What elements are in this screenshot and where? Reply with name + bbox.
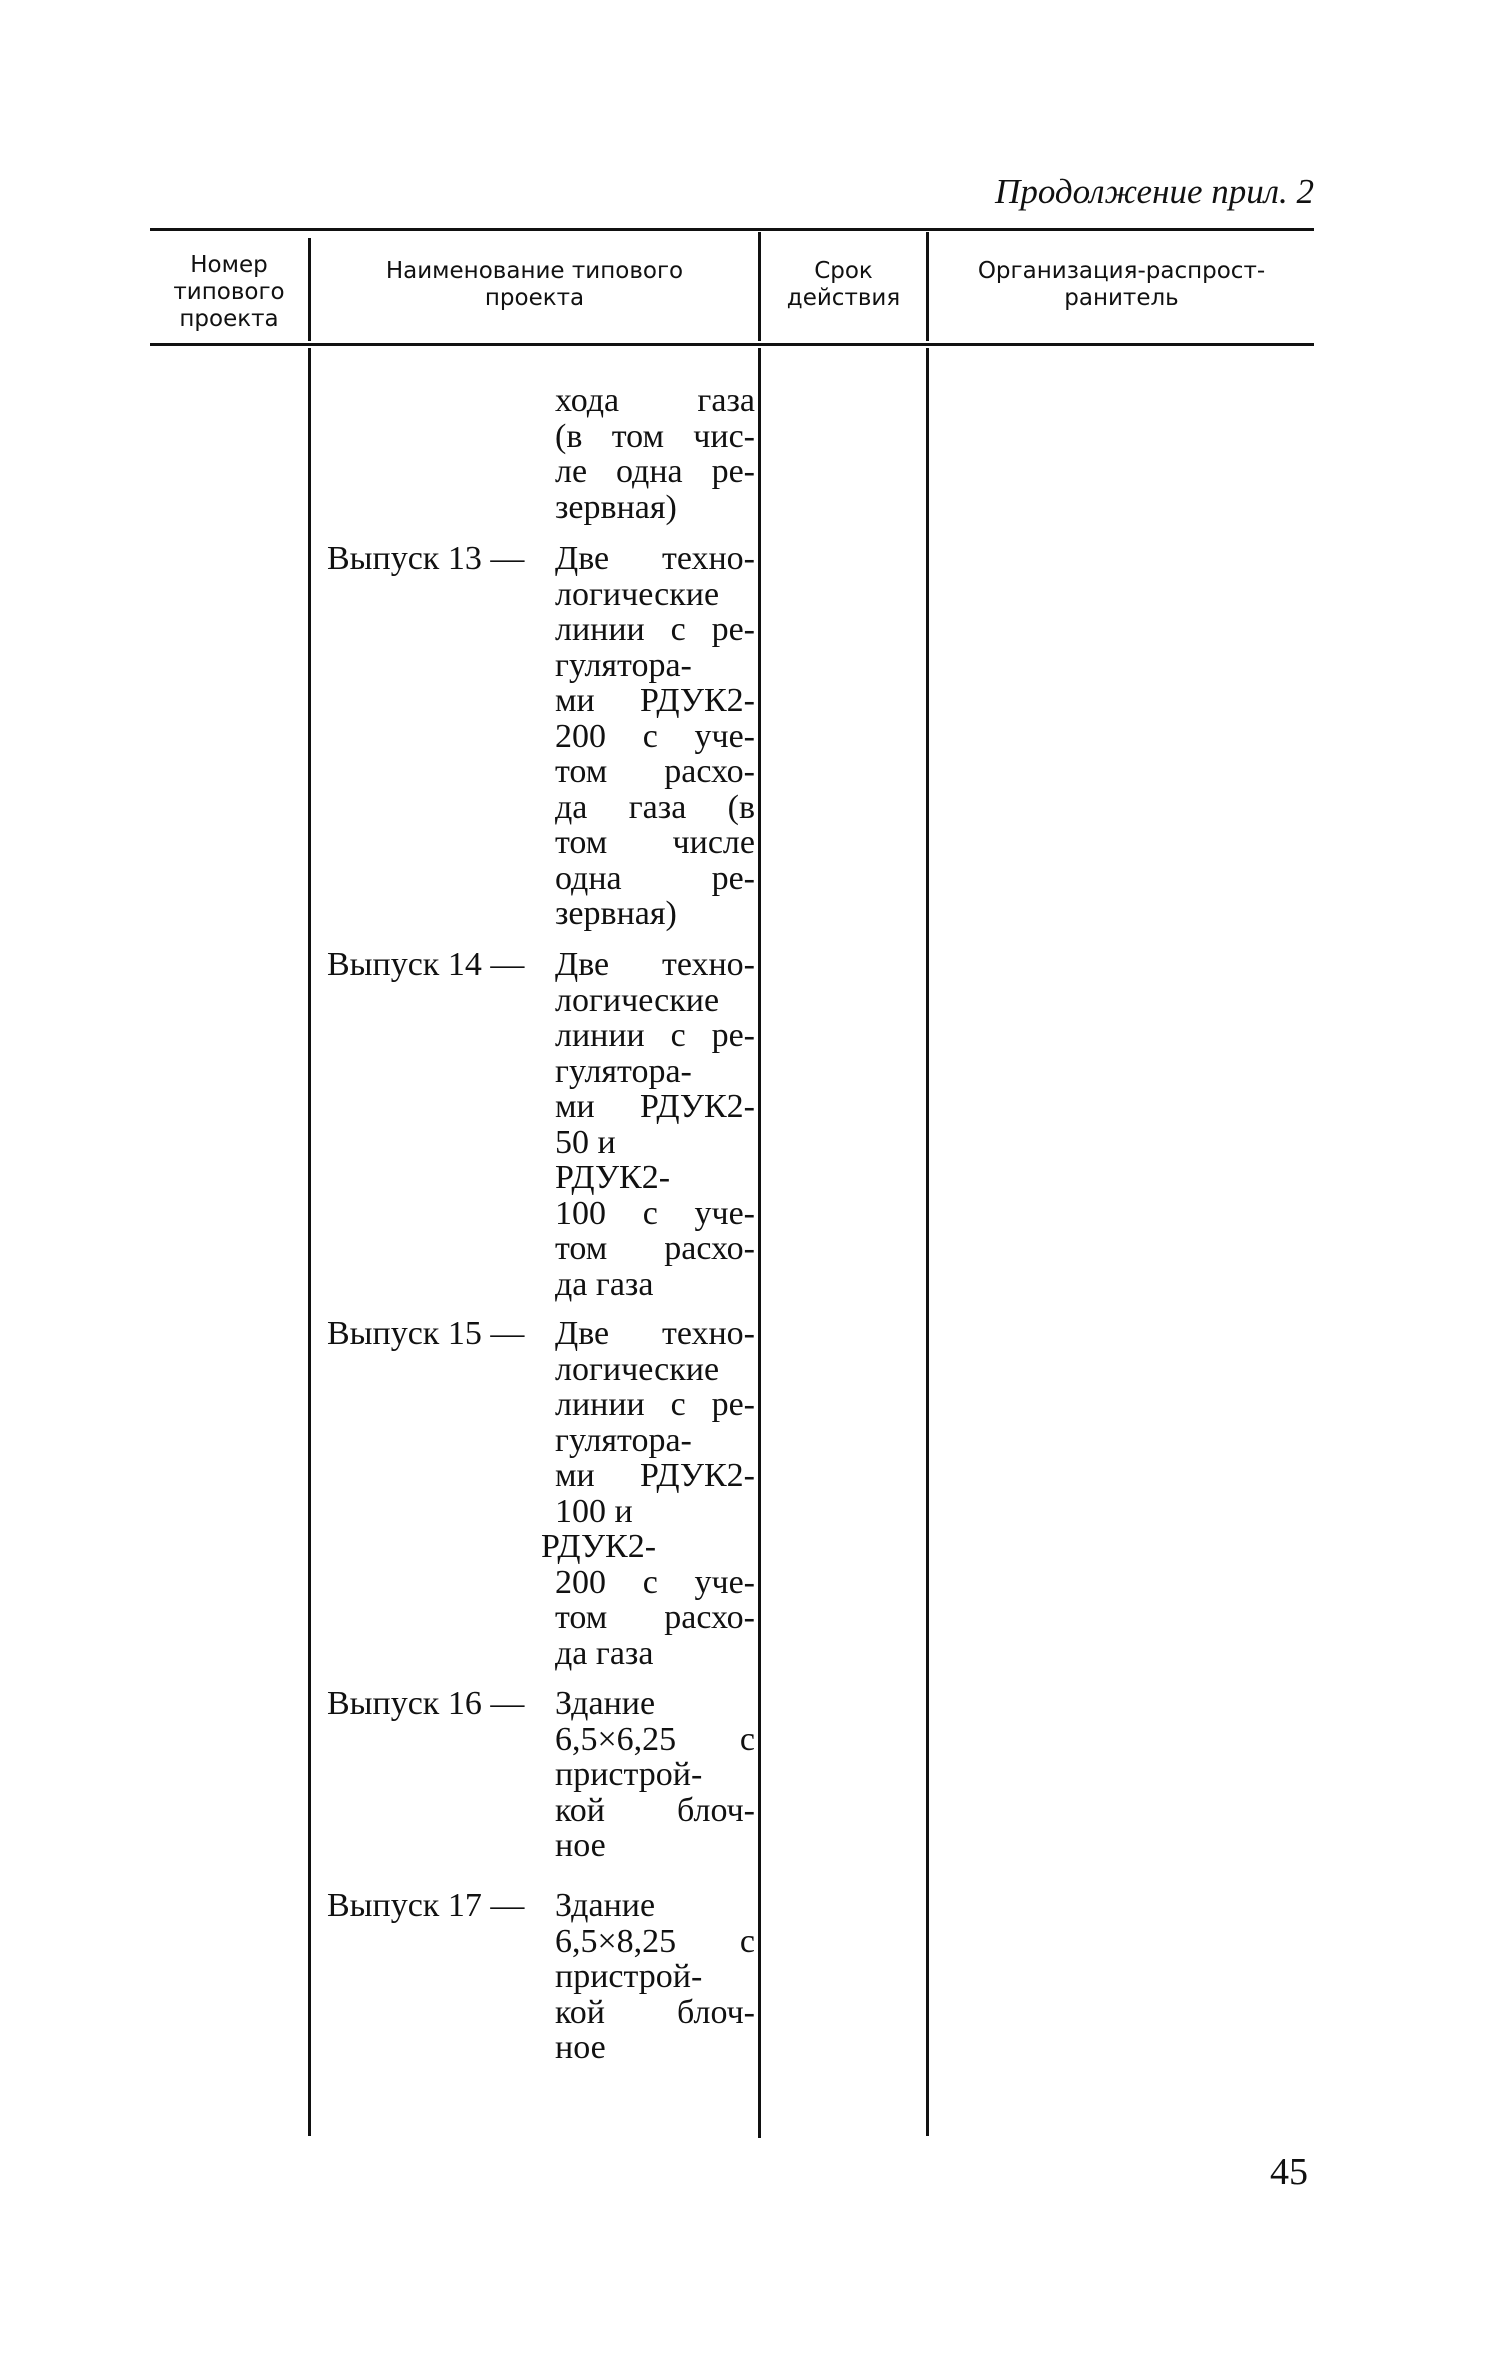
- column-divider-1-body: [308, 348, 311, 2136]
- page-caption: Продолжение прил. 2: [995, 172, 1314, 211]
- page-number: 45: [1270, 2151, 1308, 2193]
- release-label: Выпуск 14 —: [327, 946, 525, 983]
- header-project-name: Наименование типового проекта: [385, 258, 684, 311]
- column-divider-3-body: [926, 348, 929, 2136]
- column-divider-2-body: [758, 348, 761, 2138]
- table-top-rule: [150, 228, 1314, 231]
- release-label: Выпуск 17 —: [327, 1887, 525, 1924]
- release-label: Выпуск 13 —: [327, 540, 525, 577]
- header-distributor: Организация-распрост- ранитель: [977, 258, 1266, 311]
- release-label: Выпуск 16 —: [327, 1685, 525, 1722]
- release-label: Выпуск 15 —: [327, 1315, 525, 1352]
- header-project-number: Номер типового проекта: [173, 252, 285, 332]
- header-bottom-rule: [150, 343, 1314, 346]
- header-validity: Срок действия: [786, 258, 901, 311]
